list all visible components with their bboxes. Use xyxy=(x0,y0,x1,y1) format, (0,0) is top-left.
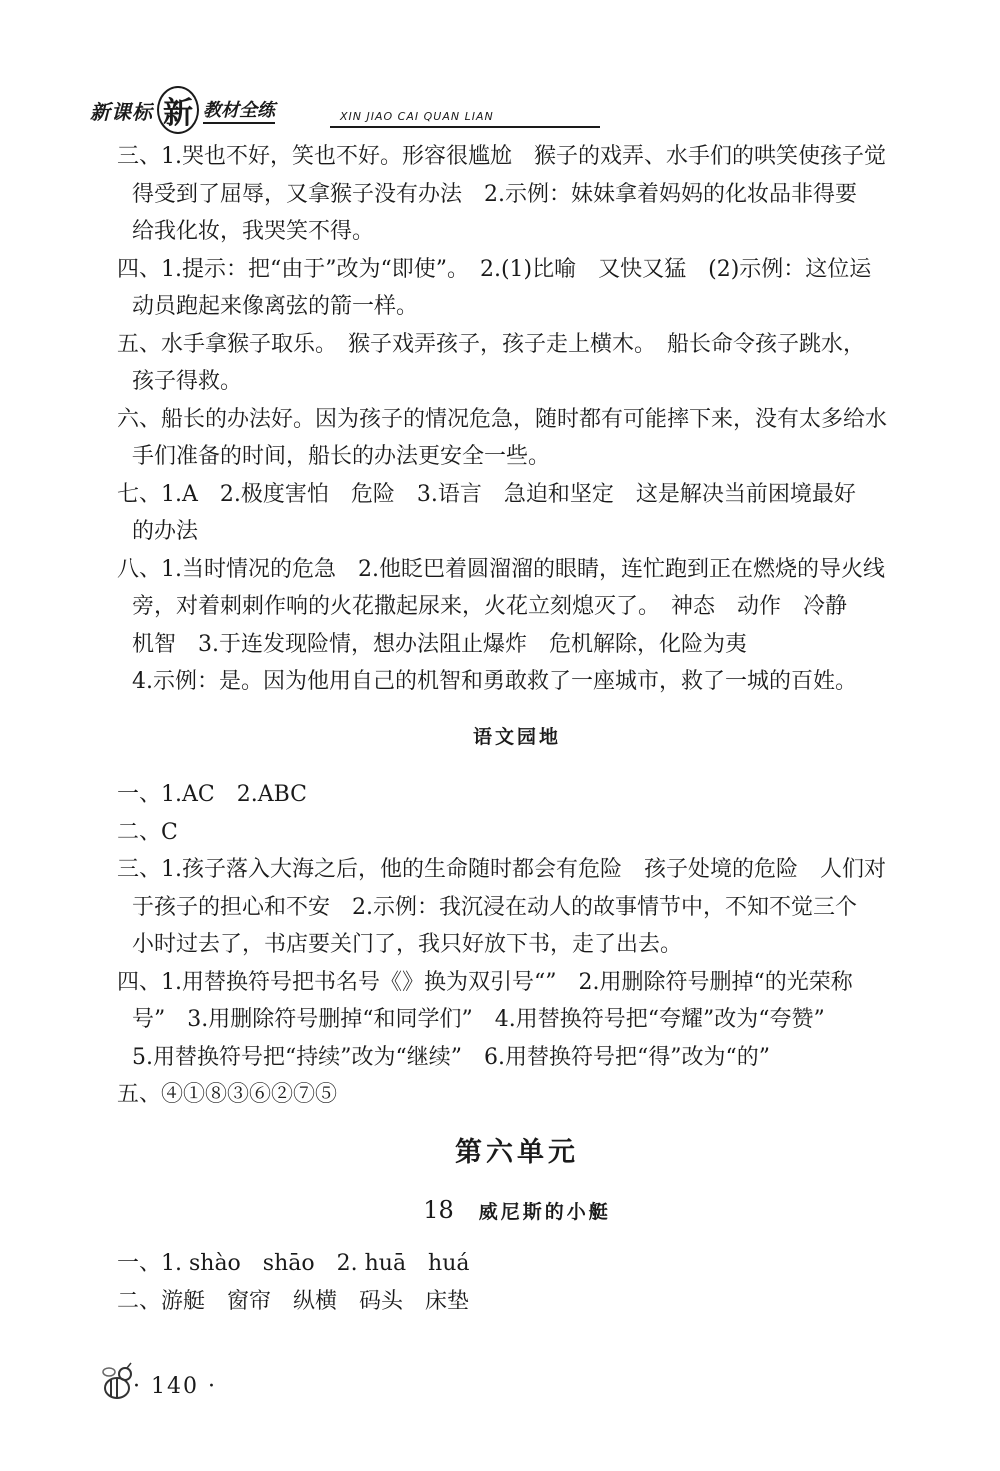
answer-line: 5.用替换符号把“持续”改为“继续” 6.用替换符号把“得”改为“的” xyxy=(132,1044,770,1070)
answer-line: 号” 3.用删除符号删掉“和同学们” 4.用替换符号把“夸耀”改为“夸赞” xyxy=(132,1007,825,1032)
page-footer xyxy=(95,1362,295,1412)
answer-line: 五、水手拿猴子取乐。 猴子戏弄孩子，孩子走上横木。 船长命令孩子跳水， xyxy=(117,331,866,357)
logo-text-big: 新 xyxy=(157,86,199,134)
answer-line: 4.示例：是。因为他用自己的机智和勇敢救了一座城市，救了一城的百姓。 xyxy=(132,669,857,694)
answer-line: 一、1.AC 2.ABC xyxy=(117,782,307,807)
answer-line: 于孩子的担心和不安 2.示例：我沉浸在动人的故事情节中，不知不觉三个 xyxy=(132,894,857,920)
answer-line: 机智 3.于连发现险情，想办法阻止爆炸 危机解除，化险为夷 xyxy=(132,631,747,657)
answer-line: 六、船长的办法好。因为孩子的情况危急，随时都有可能摔下来，没有太多给水 xyxy=(117,406,888,432)
answer-line: 得受到了屈辱，又拿猴子没有办法 2.示例：妹妹拿着妈妈的化妆品非得要 xyxy=(132,181,857,207)
answer-line: 二、C xyxy=(117,819,178,845)
answer-content xyxy=(117,138,917,1320)
section-heading: 语文园地 xyxy=(472,725,561,748)
unit-title: 第六单元 xyxy=(455,1136,579,1168)
answer-line: 动员跑起来像离弦的箭一样。 xyxy=(132,294,419,319)
header-pinyin: XIN JIAO CAI QUAN LIAN xyxy=(340,110,494,123)
lesson-number: 18 xyxy=(423,1195,454,1224)
answer-line: 三、1.孩子落入大海之后，他的生命随时都会有危险 孩子处境的危险 人们对 xyxy=(117,857,886,882)
page-header xyxy=(90,88,930,134)
answer-line: 一、1. shào shāo 2. huā huá xyxy=(117,1251,470,1276)
answer-line: 四、1.用替换符号把书名号《》换为双引号“” 2.用删除符号删掉“的光荣称 xyxy=(117,969,853,995)
answer-line: 给我化妆，我哭笑不得。 xyxy=(132,219,375,244)
book-logo xyxy=(90,94,275,131)
logo-text-1: 新课标 xyxy=(90,99,153,124)
answer-line: 四、1.提示：把“由于”改为“即使”。 2.(1)比喻 又快又猛 (2)示例：这位运 xyxy=(117,256,872,282)
answer-line: 五、④①⑧③⑥②⑦⑤ xyxy=(117,1082,338,1107)
answer-line: 二、游艇 窗帘 纵横 码头 床垫 xyxy=(117,1288,470,1314)
answer-line: 三、1.哭也不好，笑也不好。形容很尴尬 猴子的戏弄、水手们的哄笑使孩子觉 xyxy=(117,144,886,169)
answer-line: 的办法 xyxy=(132,519,199,544)
answer-line: 孩子得救。 xyxy=(132,369,243,394)
page-number: · 140 · xyxy=(133,1374,217,1399)
bee-icon xyxy=(95,1362,135,1406)
answer-line: 手们准备的时间，船长的办法更安全一些。 xyxy=(132,444,551,469)
answer-line: 八、1.当时情况的危急 2.他眨巴着圆溜溜的眼睛，连忙跑到正在燃烧的导火线 xyxy=(117,556,885,582)
answer-line: 小时过去了，书店要关门了，我只好放下书，走了出去。 xyxy=(132,932,683,957)
answer-line: 旁，对着刺刺作响的火花撒起尿来，火花立刻熄灭了。 神态 动作 冷静 xyxy=(132,594,848,619)
lesson-title xyxy=(117,1192,917,1230)
answer-line: 七、1.A 2.极度害怕 危险 3.语言 急迫和坚定 这是解决当前困境最好 xyxy=(117,481,856,507)
lesson-name: 威尼斯的小艇 xyxy=(478,1200,611,1223)
header-rule xyxy=(330,126,600,128)
logo-text-2: 教材全练 xyxy=(203,96,275,124)
